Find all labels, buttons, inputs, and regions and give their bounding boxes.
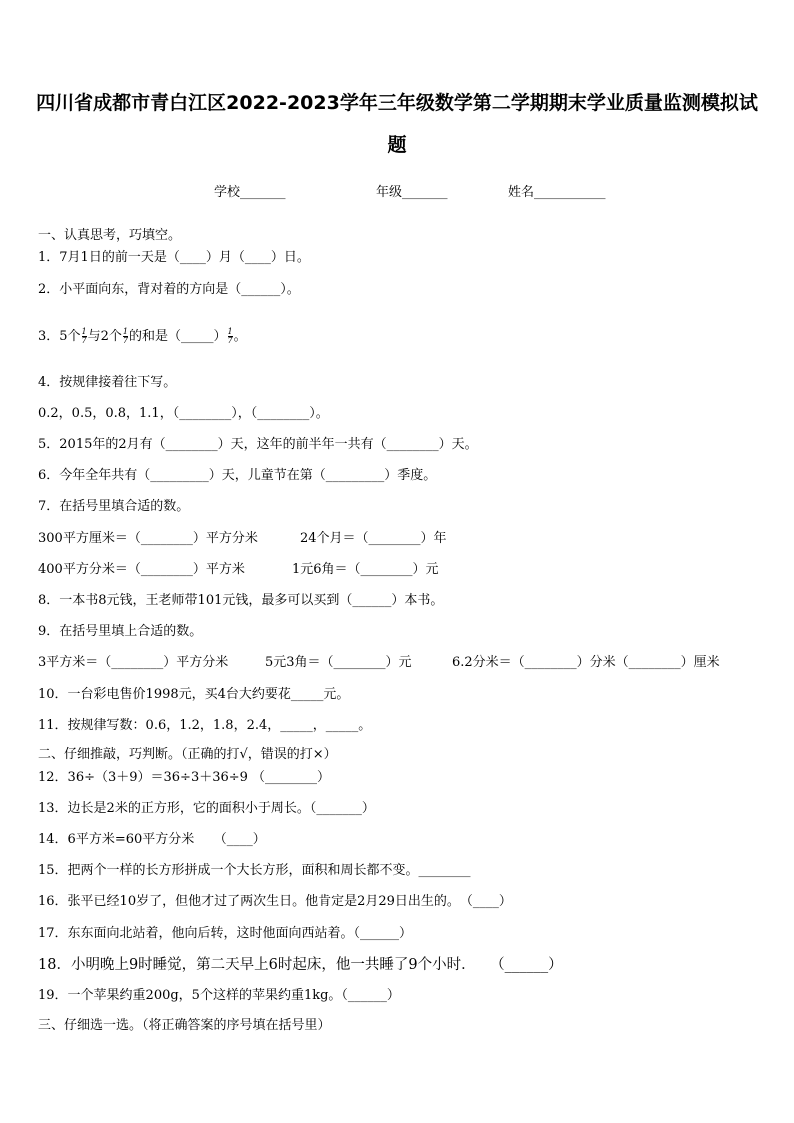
question-8: 8．一本书8元钱，王老师带101元钱，最多可以买到（______）本书。	[38, 593, 444, 608]
question-7-row-1-right: 24个月＝（________）年	[300, 531, 447, 546]
grade-label: 年级	[376, 185, 403, 200]
question-11: 11．按规律写数：0.6，1.2，1.8，2.4，_____，_____。	[38, 718, 372, 733]
question-12: 12．36÷（3＋9）＝36÷3＋36÷9 （________）	[38, 770, 331, 785]
question-1: 1．7月1日的前一天是（____）月（____）日。	[38, 250, 310, 265]
fraction-numerator: 1	[227, 327, 233, 336]
question-3-part-b: 与2个	[87, 329, 122, 344]
question-4-sequence: 0.2，0.5，0.8，1.1，（________），（________）。	[38, 406, 329, 421]
question-7-row-2-left: 400平方分米＝（________）平方米	[38, 562, 245, 577]
section-3-heading: 三、仔细选一选。（将正确答案的序号填在括号里）	[38, 1018, 331, 1033]
question-10: 10．一台彩电售价1998元，买4台大约要花_____元。	[38, 687, 350, 702]
question-9-part-b: 5元3角＝（________）元	[265, 655, 412, 670]
question-7: 7．在括号里填合适的数。	[38, 499, 190, 514]
fraction-numerator: 1	[81, 327, 87, 336]
name-field	[508, 181, 606, 200]
fraction-one-seventh	[228, 328, 233, 345]
fraction-one-seventh	[82, 328, 87, 345]
question-3-part-d: 。	[233, 329, 247, 344]
section-2-heading: 二、仔细推敲，巧判断。（正确的打√，错误的打×）	[38, 747, 337, 762]
school-field	[214, 181, 286, 200]
question-16: 16．张平已经10岁了，但他才过了两次生日。他肯定是2月29日出生的。 （____）	[38, 894, 512, 909]
exam-title-line2: 题	[387, 134, 407, 156]
question-3	[38, 328, 247, 345]
name-label: 姓名	[508, 185, 535, 200]
school-blank: _______	[240, 185, 286, 200]
question-4: 4．按规律接着往下写。	[38, 375, 177, 390]
question-14: 14．6平方米=60平方分米 （____）	[38, 832, 266, 847]
fraction-one-seventh	[123, 328, 128, 345]
question-2: 2．小平面向东，背对着的方向是（______）。	[38, 282, 300, 297]
question-17: 17．东东面向北站着，他向后转，这时他面向西站着。（______）	[38, 926, 413, 941]
question-19: 19．一个苹果约重200g，5个这样的苹果约重1kg。（______）	[38, 988, 400, 1003]
question-9-part-c: 6.2分米＝（________）分米（________）厘米	[452, 655, 720, 670]
question-5: 5．2015年的2月有（________）天，这年的前半年一共有（________）天。	[38, 437, 478, 452]
question-7-row-2-right: 1元6角＝（________）元	[292, 562, 439, 577]
question-9: 9．在括号里填上合适的数。	[38, 624, 203, 639]
name-blank: ___________	[534, 185, 606, 200]
question-9-part-a: 3平方米＝（________）平方分米	[38, 655, 229, 670]
section-1-heading: 一、认真思考，巧填空。	[38, 228, 182, 243]
question-13: 13．边长是2米的正方形，它的面积小于周长。（_______）	[38, 801, 375, 816]
exam-title-line1: 四川省成都市青白江区2022-2023学年三年级数学第二学期期末学业质量监测模拟试	[36, 92, 758, 114]
grade-field	[376, 181, 448, 200]
fraction-denominator: 7	[81, 336, 87, 345]
question-3-part-a: 3．5个	[38, 329, 81, 344]
fraction-denominator: 7	[122, 336, 129, 345]
fraction-denominator: 7	[227, 336, 233, 345]
question-18: 18．小明晚上9时睡觉，第二天早上6时起床，他一共睡了9个小时． （______）	[38, 957, 563, 973]
school-label: 学校	[214, 185, 241, 200]
question-15: 15．把两个一样的长方形拼成一个大长方形，面积和周长都不变。________	[38, 863, 471, 878]
fraction-numerator: 1	[122, 327, 129, 336]
question-7-row-1-left: 300平方厘米＝（________）平方分米	[38, 531, 258, 546]
grade-blank: _______	[402, 185, 448, 200]
question-6: 6．今年全年共有（_________）天，儿童节在第（_________）季度。	[38, 468, 437, 483]
question-3-part-c: 的和是（_____）	[129, 329, 227, 344]
